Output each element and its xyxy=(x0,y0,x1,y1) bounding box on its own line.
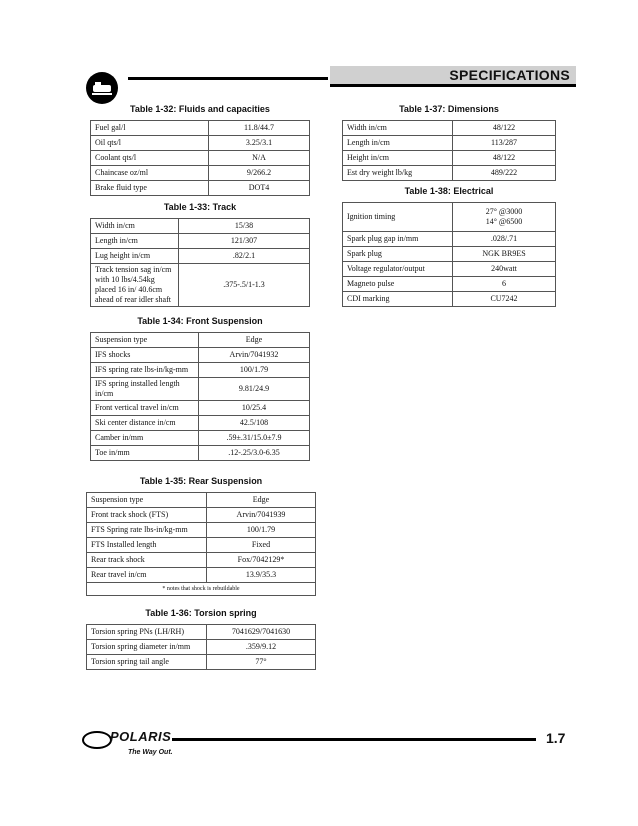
table-row xyxy=(343,292,556,307)
spec-value: Arvin/7041932 xyxy=(199,348,310,363)
spec-label: Oil qts/l xyxy=(91,136,209,151)
spec-value: 13.9/35.3 xyxy=(207,568,316,583)
torsion-spring-table xyxy=(86,624,316,670)
spec-label: Lug height in/cm xyxy=(91,249,179,264)
table-row xyxy=(91,151,310,166)
spec-value: 240watt xyxy=(453,262,556,277)
track-table xyxy=(90,218,310,307)
table-1-33-caption: Table 1-33: Track xyxy=(163,202,237,212)
table-row xyxy=(87,625,316,640)
spec-value: 7041629/7041630 xyxy=(207,625,316,640)
spec-value: Edge xyxy=(199,333,310,348)
table-row xyxy=(343,247,556,262)
spec-label: Spark plug gap in/mm xyxy=(343,232,453,247)
polaris-logo-icon xyxy=(82,731,112,749)
spec-label: Front vertical travel in/cm xyxy=(91,401,199,416)
spec-label: Magneto pulse xyxy=(343,277,453,292)
spec-value: 100/1.79 xyxy=(207,523,316,538)
brand-tagline: The Way Out. xyxy=(128,749,173,756)
table-row xyxy=(91,378,310,401)
page-number: 1.7 xyxy=(546,730,566,746)
table-row xyxy=(87,508,316,523)
table-row xyxy=(91,136,310,151)
spec-label: IFS spring installed length in/cm xyxy=(91,378,199,401)
spec-label: IFS spring rate lbs-in/kg-mm xyxy=(91,363,199,378)
page-title: SPECIFICATIONS xyxy=(449,67,570,83)
table-row xyxy=(343,136,556,151)
spec-label: Torsion spring diameter in/mm xyxy=(87,640,207,655)
spec-value: 9.81/24.9 xyxy=(199,378,310,401)
table-note-row xyxy=(87,583,316,596)
table-row xyxy=(91,348,310,363)
spec-value: 77° xyxy=(207,655,316,670)
table-row xyxy=(343,262,556,277)
spec-value: Arvin/7041939 xyxy=(207,508,316,523)
spec-value: .12-.25/3.0-6.35 xyxy=(199,446,310,461)
spec-label: Coolant qts/l xyxy=(91,151,209,166)
footer-rule xyxy=(172,738,536,741)
ignition-timing-label: Ignition timing xyxy=(343,203,453,232)
table-1-35-caption: Table 1-35: Rear Suspension xyxy=(139,476,263,486)
table-row xyxy=(87,523,316,538)
rear-suspension-table xyxy=(86,492,316,596)
table-1-38-caption: Table 1-38: Electrical xyxy=(404,186,494,196)
table-row xyxy=(87,553,316,568)
spec-value: 48/122 xyxy=(453,151,556,166)
spec-value: Fixed xyxy=(207,538,316,553)
dimensions-table xyxy=(342,120,556,181)
spec-label: Length in/cm xyxy=(91,234,179,249)
spec-label: FTS Installed length xyxy=(87,538,207,553)
table-row xyxy=(91,249,310,264)
spec-label: Est dry weight lb/kg xyxy=(343,166,453,181)
spec-value: .59±.31/15.0±7.9 xyxy=(199,431,310,446)
spec-label: Voltage regulator/output xyxy=(343,262,453,277)
spec-label: Torsion spring PNs (LH/RH) xyxy=(87,625,207,640)
table-row xyxy=(343,121,556,136)
table-row xyxy=(91,121,310,136)
fluids-table xyxy=(90,120,310,196)
spec-value: .375-.5/1-1.3 xyxy=(179,264,310,307)
table-row xyxy=(87,655,316,670)
spec-value: 15/38 xyxy=(179,219,310,234)
spec-label: Rear track shock xyxy=(87,553,207,568)
spec-value: 10/25.4 xyxy=(199,401,310,416)
table-row xyxy=(91,264,310,307)
table-row xyxy=(87,538,316,553)
spec-label: Spark plug xyxy=(343,247,453,262)
table-row xyxy=(343,203,556,232)
spec-label: Suspension type xyxy=(91,333,199,348)
spec-label: Front track shock (FTS) xyxy=(87,508,207,523)
spec-value: 3.25/3.1 xyxy=(209,136,310,151)
spec-label: Toe in/mm xyxy=(91,446,199,461)
front-suspension-table xyxy=(90,332,310,461)
electrical-table xyxy=(342,202,556,307)
spec-value: .028/.71 xyxy=(453,232,556,247)
table-1-36-caption: Table 1-36: Torsion spring xyxy=(145,608,257,618)
table-row xyxy=(91,416,310,431)
spec-label: Fuel gal/l xyxy=(91,121,209,136)
spec-label: CDI marking xyxy=(343,292,453,307)
spec-value: 42.5/108 xyxy=(199,416,310,431)
header-rule xyxy=(128,77,328,80)
spec-label: IFS shocks xyxy=(91,348,199,363)
spec-value: .82/2.1 xyxy=(179,249,310,264)
spec-value: .359/9.12 xyxy=(207,640,316,655)
spec-value: 6 xyxy=(453,277,556,292)
table-row xyxy=(91,181,310,196)
table-row xyxy=(91,446,310,461)
spec-label: FTS Spring rate lbs-in/kg-mm xyxy=(87,523,207,538)
spec-value: Edge xyxy=(207,493,316,508)
spec-label: Length in/cm xyxy=(343,136,453,151)
table-1-32-caption: Table 1-32: Fluids and capacities xyxy=(130,104,270,114)
table-row xyxy=(91,219,310,234)
table-1-34-caption: Table 1-34: Front Suspension xyxy=(137,316,263,326)
spec-value: 121/307 xyxy=(179,234,310,249)
table-row xyxy=(91,363,310,378)
spec-value: DOT4 xyxy=(209,181,310,196)
ignition-timing-value: 27° @3000 14° @6500 xyxy=(453,203,556,232)
spec-label: Brake fluid type xyxy=(91,181,209,196)
spec-value: 113/287 xyxy=(453,136,556,151)
brand-name: POLARIS xyxy=(110,729,172,744)
table-row xyxy=(343,166,556,181)
spec-label: Ski center distance in/cm xyxy=(91,416,199,431)
spec-value: 9/266.2 xyxy=(209,166,310,181)
spec-value: N/A xyxy=(209,151,310,166)
spec-value: Fox/7042129* xyxy=(207,553,316,568)
table-row xyxy=(91,431,310,446)
table-row xyxy=(343,151,556,166)
spec-label: Torsion spring tail angle xyxy=(87,655,207,670)
spec-label: Track tension sag in/cm with 10 lbs/4.54kg placed 16 in/ 40.6cm ahead of rear idler shaft xyxy=(91,264,179,307)
table-row xyxy=(91,333,310,348)
spec-value: 48/122 xyxy=(453,121,556,136)
table-row xyxy=(91,166,310,181)
table-1-37-caption: Table 1-37: Dimensions xyxy=(399,104,499,114)
spec-label: Chaincase oz/ml xyxy=(91,166,209,181)
spec-value: NGK BR9ES xyxy=(453,247,556,262)
table-row xyxy=(87,640,316,655)
spec-label: Suspension type xyxy=(87,493,207,508)
spec-label: Width in/cm xyxy=(343,121,453,136)
spec-value: 489/222 xyxy=(453,166,556,181)
snowmobile-icon xyxy=(86,72,118,104)
spec-label: Camber in/mm xyxy=(91,431,199,446)
spec-label: Rear travel in/cm xyxy=(87,568,207,583)
spec-value: 11.8/44.7 xyxy=(209,121,310,136)
table-row xyxy=(91,401,310,416)
table-row xyxy=(87,568,316,583)
spec-value: CU7242 xyxy=(453,292,556,307)
table-row xyxy=(343,277,556,292)
spec-label: Height in/cm xyxy=(343,151,453,166)
table-note: * notes that shock is rebuildable xyxy=(87,583,316,596)
table-row xyxy=(343,232,556,247)
table-row xyxy=(91,234,310,249)
spec-label: Width in/cm xyxy=(91,219,179,234)
table-row xyxy=(87,493,316,508)
spec-value: 100/1.79 xyxy=(199,363,310,378)
